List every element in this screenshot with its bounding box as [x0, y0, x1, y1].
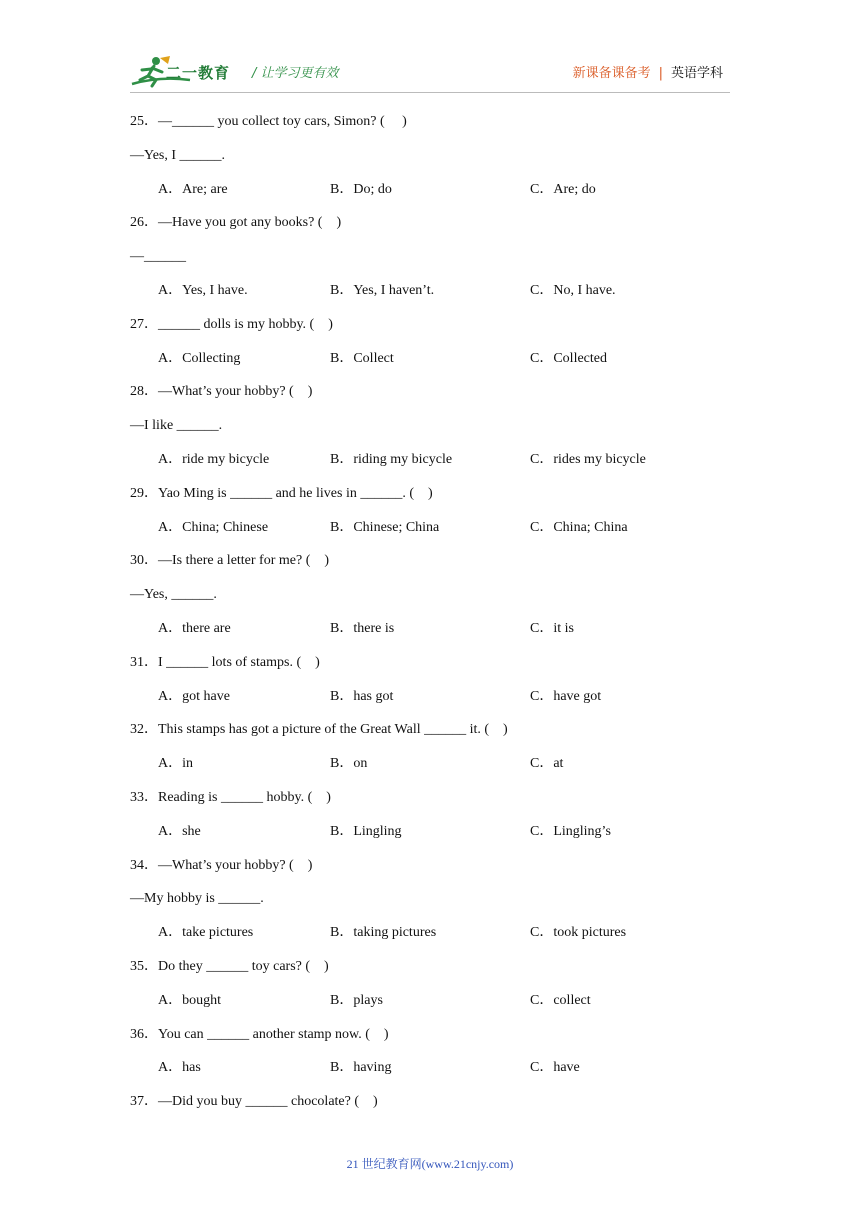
page-header: [0, 0, 860, 96]
options-row: [0, 620, 860, 638]
option-b[interactable]: B．has got: [330, 688, 394, 704]
option-c[interactable]: C．have: [530, 1060, 580, 1076]
option-a[interactable]: A．Are; are: [158, 181, 228, 197]
options-row: [0, 451, 860, 469]
header-rule: [130, 92, 730, 93]
question-stem: 37．—Did you buy ______ chocolate? ( ): [130, 1094, 378, 1110]
option-a[interactable]: A．China; Chinese: [158, 519, 269, 535]
option-c[interactable]: C．rides my bicycle: [530, 452, 646, 467]
header-right: [573, 62, 723, 81]
option-b[interactable]: B．taking pictures: [330, 925, 437, 941]
option-a[interactable]: A．Collecting: [158, 350, 241, 366]
option-b[interactable]: B．Do; do: [330, 181, 392, 197]
option-b[interactable]: B．riding my bicycle: [330, 452, 453, 467]
options-row: [0, 519, 860, 537]
option-a[interactable]: A．there are: [158, 621, 231, 636]
options-row: [0, 350, 860, 368]
option-a[interactable]: A．in: [158, 756, 193, 772]
options-row: [0, 992, 860, 1010]
option-b[interactable]: B．there is: [330, 621, 395, 636]
option-c[interactable]: C．have got: [530, 688, 602, 704]
options-row: [0, 1059, 860, 1077]
answer-line: —My hobby is ______.: [130, 891, 264, 907]
option-c[interactable]: C．Collected: [530, 350, 607, 366]
question-stem: 36．You can ______ another stamp now. ( ): [130, 1026, 389, 1042]
option-a[interactable]: A．Yes, I have.: [158, 283, 248, 298]
logo-text: 二一教育: [166, 64, 231, 82]
option-b[interactable]: B．plays: [330, 992, 383, 1008]
answer-line: —Yes, ______.: [130, 587, 217, 603]
question-stem: 31．I ______ lots of stamps. ( ): [130, 654, 320, 670]
options-row: [0, 181, 860, 199]
question-stem: 26．—Have you got any books? ( ): [130, 215, 342, 231]
option-a[interactable]: A．she: [158, 823, 201, 839]
question-stem: 29．Yao Ming is ______ and he lives in ______. ( ): [130, 485, 433, 501]
options-row: [0, 282, 860, 300]
header-separator: |: [658, 66, 663, 81]
option-a[interactable]: A．has: [158, 1060, 201, 1076]
question-stem: 25．—______ you collect toy cars, Simon? ( ): [130, 114, 407, 129]
question-stem: 27．______ dolls is my hobby. ( ): [130, 316, 333, 332]
option-b[interactable]: B．Lingling: [330, 823, 402, 839]
answer-line: —______: [130, 249, 186, 265]
option-a[interactable]: A．take pictures: [158, 925, 254, 941]
course-label: 新课备课备考: [572, 66, 651, 81]
option-b[interactable]: B．on: [330, 756, 368, 772]
options-row: [0, 688, 860, 706]
options-row: [0, 924, 860, 942]
option-c[interactable]: C．Lingling’s: [530, 823, 611, 839]
option-b[interactable]: B．having: [330, 1060, 392, 1076]
options-row: [0, 755, 860, 773]
option-a[interactable]: A．got have: [158, 688, 230, 704]
slogan: / 让学习更有效: [252, 66, 339, 81]
option-c[interactable]: C．it is: [530, 621, 574, 636]
subject-label: 英语学科: [670, 66, 723, 81]
question-stem: 30．—Is there a letter for me? ( ): [130, 553, 330, 569]
options-row: [0, 823, 860, 841]
answer-line: —I like ______.: [130, 418, 223, 434]
option-c[interactable]: C．took pictures: [530, 925, 627, 941]
option-a[interactable]: A．bought: [158, 992, 221, 1008]
option-c[interactable]: C．Are; do: [530, 181, 596, 197]
question-stem: 34．—What’s your hobby? ( ): [130, 857, 313, 873]
option-a[interactable]: A．ride my bicycle: [158, 452, 270, 467]
option-b[interactable]: B．Yes, I haven’t.: [330, 283, 435, 298]
option-b[interactable]: B．Chinese; China: [330, 519, 440, 535]
question-stem: 32．This stamps has got a picture of the Great Wall ______ it. ( ): [130, 722, 508, 738]
option-c[interactable]: C．collect: [530, 992, 591, 1008]
question-stem: 35．Do they ______ toy cars? ( ): [130, 959, 329, 974]
option-c[interactable]: C．China; China: [530, 519, 628, 535]
question-stem: 33．Reading is ______ hobby. ( ): [130, 790, 331, 805]
footer: 21 世纪教育网(www.21cnjy.com): [346, 1157, 514, 1171]
answer-line: —Yes, I ______.: [130, 147, 226, 163]
option-c[interactable]: C．No, I have.: [530, 283, 616, 298]
question-stem: 28．—What’s your hobby? ( ): [130, 384, 313, 400]
option-c[interactable]: C．at: [530, 756, 564, 772]
option-b[interactable]: B．Collect: [330, 350, 394, 366]
